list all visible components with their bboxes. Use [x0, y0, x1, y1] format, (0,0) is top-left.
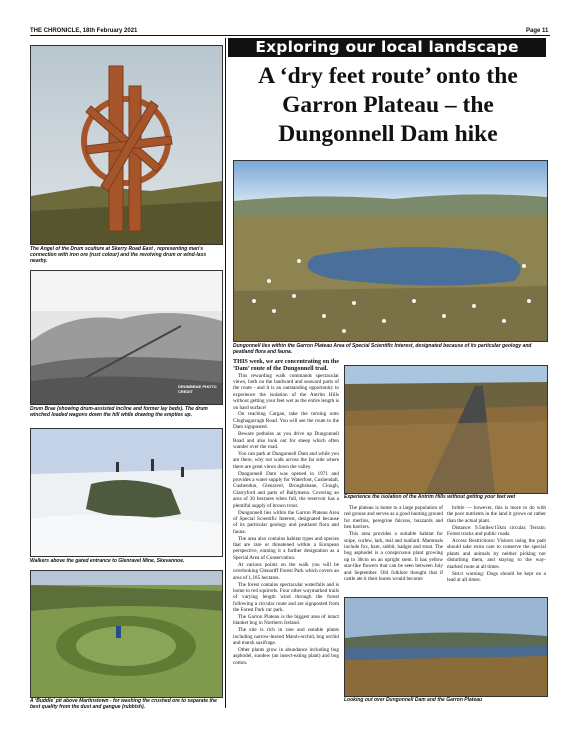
article-paragraph: brittle — however, this is more to do with the poor nutrients in the land it grows on rather than the actual plant.: [447, 505, 546, 524]
road-caption: Experience the isolation of the Antrim Hills without getting your feet wet: [344, 494, 516, 500]
article-paragraph: This rewarding walk commands spectacular views, both on the landward and seaward parts of the route - and it is an outstanding opportunity to experience the isolation of the Antrim Hills without getting your feet wet as the entire length is on hard surface!: [233, 372, 339, 411]
article-paragraph: Dungonnell Dam was opened in 1971 and provides a water supply for Waterfoot, Cushendall, Cushendun, Glenravel, Broughshane, Clough, Glarryford and parts of Ballymena. Covering an area of 30 hectares when full, the reservoir has a plentiful supply of brown trout.: [233, 470, 339, 509]
article-lead: THIS week, we are concentrating on the ‘Dam’ route of the Dungonnell trail.: [233, 358, 339, 372]
angel-sculpture-image: [31, 46, 222, 244]
buddle-pit-photo: [30, 570, 223, 698]
bog-caption: Dungonnell lies within the Garron Plateau Area of Special Scientific Interest, designated because of its particular geology and peatland flora and fauna.: [233, 343, 532, 355]
article-paragraph: This area provides a suitable habitat for snipe, curlew, lark, teal and mallard. Mammals include fox, hare, rabbit, badger and stoat. The bog asphodel is a conspicuous plant growing up to 30cm on an upright stem. It has yellow star-like flowers that can be seen between July and September. Old folklore thought that if cattle ate it their bones would become: [344, 531, 443, 582]
headline: A ‘dry feet route’ onto the Garron Plateau – the Dungonnell Dam hike: [258, 63, 518, 147]
article-column-2: [344, 505, 443, 583]
article-paragraph: At various points on the walk you will be overlooking Glenariff Forest Park which covers an area of 1,185 hectares.: [233, 561, 339, 581]
column-divider: [225, 38, 226, 708]
dam-caption: Looking out over Dungonnell Dam and the Garron Plateau: [344, 697, 483, 703]
article-paragraph: On reaching Cargan, take the turning onto Cloghagacragh Road. You will see the route to the Dam signposted.: [233, 411, 339, 431]
plateau-road-photo: [344, 365, 548, 494]
article-paragraph: Access Restrictions: Visitors using the path should take extra care to conserve the special plants and animals by neither picking nor disturbing them, and staying to the way-marked route at all times.: [447, 538, 546, 570]
newspaper-masthead-date: THE CHRONICLE, 18th February 2021: [30, 28, 138, 34]
photo-credit: DRUMBRAE PHOTO CREDIT: [178, 384, 217, 394]
dungonnell-dam-photo: [344, 597, 548, 697]
article-paragraph: The Garron Plateau is the biggest area of intact blanket bog in Northern Ireland.: [233, 614, 339, 627]
article-column-1: [233, 358, 339, 667]
bog-cotton-image: [234, 161, 547, 341]
article-paragraph: Dungonnell lies within the Garron Plateau Area of Special Scientific Interest, designated because of its particular geology and peatland flora and fauna.: [233, 509, 339, 535]
article-paragraph: You can park at Dungonnell Dam and while you are there, why not walk across the far side where there are great views down the valley.: [233, 450, 339, 470]
article-paragraph: The plateau is home to a large population of red grouse and serves as a good hunting ground for merlins, peregrine falcons, buzzards and hen harriers.: [344, 505, 443, 531]
article-column-3: [447, 505, 546, 584]
header-rule: [30, 35, 550, 36]
angel-caption: The Angel of the Drum sculture at Skerry Road East , representing man's connection with iron ore (rust colour) and the revolving drum or wind-lass nearby.: [30, 246, 207, 264]
article-paragraph: The site is rich in rare and notable plants including narrow-leaved Marsh-orchid, bog orchid and marsh saxifrage.: [233, 627, 339, 647]
buddle-pit-image: [31, 571, 222, 697]
article-paragraph: Beware potholes as you drive up Dungonnell Road and also look out for sheep which often wander over the road.: [233, 431, 339, 450]
bog-pool-photo: [233, 160, 548, 342]
glenravel-caption: Walkers above the gated entrance to Glenravel Mine, Skevannoe.: [30, 558, 185, 564]
drum-brae-caption: Drum Brae (showing drum-assisted incline and former lay beds). The drum winched loaded wagons down the hill while drawing the empties up.: [30, 406, 208, 418]
page-number: Page 11: [526, 28, 549, 34]
section-banner: Exploring our local landscape: [228, 38, 546, 57]
angel-of-drum-photo: [30, 45, 223, 245]
glenravel-mine-photo: [30, 428, 223, 557]
walkers-snow-image: [31, 429, 222, 556]
article-paragraph: Distance: 9.5miles/15km circular. Terrain: Forest tracks and public roads.: [447, 524, 546, 538]
article-paragraph: The forest contains spectacular waterfalls and is home to red squirrels. Four other waymarked trails of varying length wind through the forest following a circular route and are signposted from the Forest Park car park.: [233, 581, 339, 614]
road-image: [345, 366, 547, 493]
dam-image: [345, 598, 547, 696]
article-paragraph: Other plants grow in abundance including bog asphodel, sundew (an insect-eating plant) and bog cotton.: [233, 647, 339, 666]
buddle-caption: A ‘Buddle’ pit above Martinstown - for washing the crushed ore to separate the best quality from the dust and gangue (rubbish).: [30, 698, 217, 710]
article-paragraph: Strict warning: Dogs should be kept on a lead at all times.: [447, 570, 546, 583]
article-paragraph: The area also contains habitat types and species that are rare or threatened within a European perspective, earning it a further designation as a Special Area of Conservation.: [233, 535, 339, 561]
